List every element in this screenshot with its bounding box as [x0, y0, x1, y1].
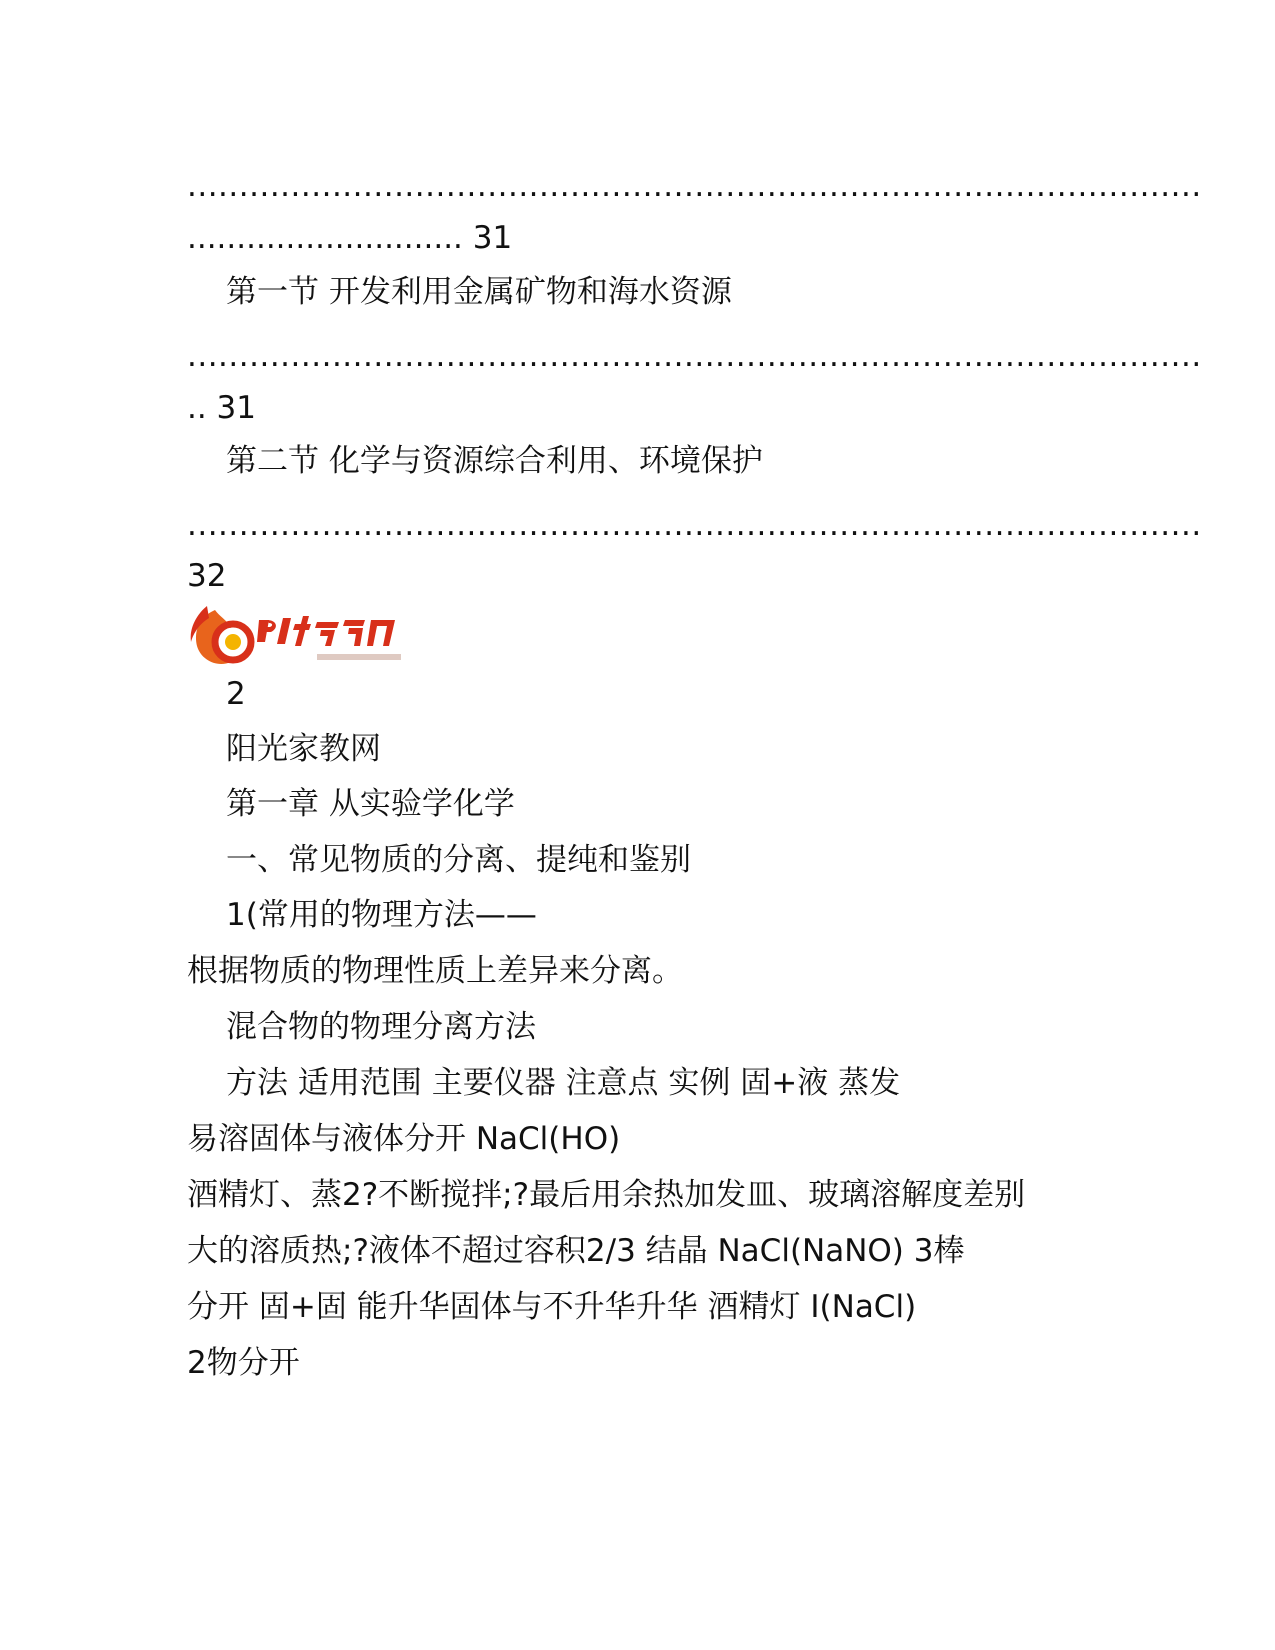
toc-entry: 第一节 开发利用金属矿物和海水资源 [226, 274, 732, 310]
toc-entry: 第二节 化学与资源综合利用、环境保护 [226, 443, 763, 479]
paragraph-line: 混合物的物理分离方法 [226, 1009, 536, 1045]
chapter-title: 第一章 从实验学化学 [226, 786, 515, 822]
toc-leader-line: .................................................................................................. [187, 338, 1202, 374]
site-logo [187, 602, 423, 672]
paragraph-line: 酒精灯、蒸2?不断搅拌;?最后用余热加发皿、玻璃溶解度差别 [187, 1177, 1026, 1213]
paragraph-line: 易溶固体与液体分开 NaCl(HO) [187, 1121, 621, 1157]
paragraph-line: 根据物质的物理性质上差异来分离。 [187, 953, 683, 989]
toc-page-number: ............................ 31 [187, 220, 513, 256]
section-title: 一、常见物质的分离、提纯和鉴别 [226, 842, 691, 878]
paragraph-line: 分开 固+固 能升华固体与不升华升华 酒精灯 I(NaCl) [187, 1289, 917, 1325]
paragraph-line: 大的溶质热;?液体不超过容积2/3 结晶 NaCl(NaNO) 3棒 [187, 1233, 965, 1269]
site-name: 阳光家教网 [226, 731, 381, 767]
toc-leader-line: .................................................................................................. [187, 168, 1202, 204]
toc-page-number: .. 31 [187, 390, 257, 426]
toc-leader-line: .................................................................................................. [187, 507, 1202, 543]
toc-page-number: 32 [187, 558, 227, 594]
paragraph-line: 方法 适用范围 主要仪器 注意点 实例 固+液 蒸发 [226, 1065, 901, 1101]
paragraph-line: 1(常用的物理方法—— [226, 897, 537, 933]
paragraph-line: 2物分开 [187, 1345, 300, 1381]
page-number: 2 [226, 676, 246, 712]
